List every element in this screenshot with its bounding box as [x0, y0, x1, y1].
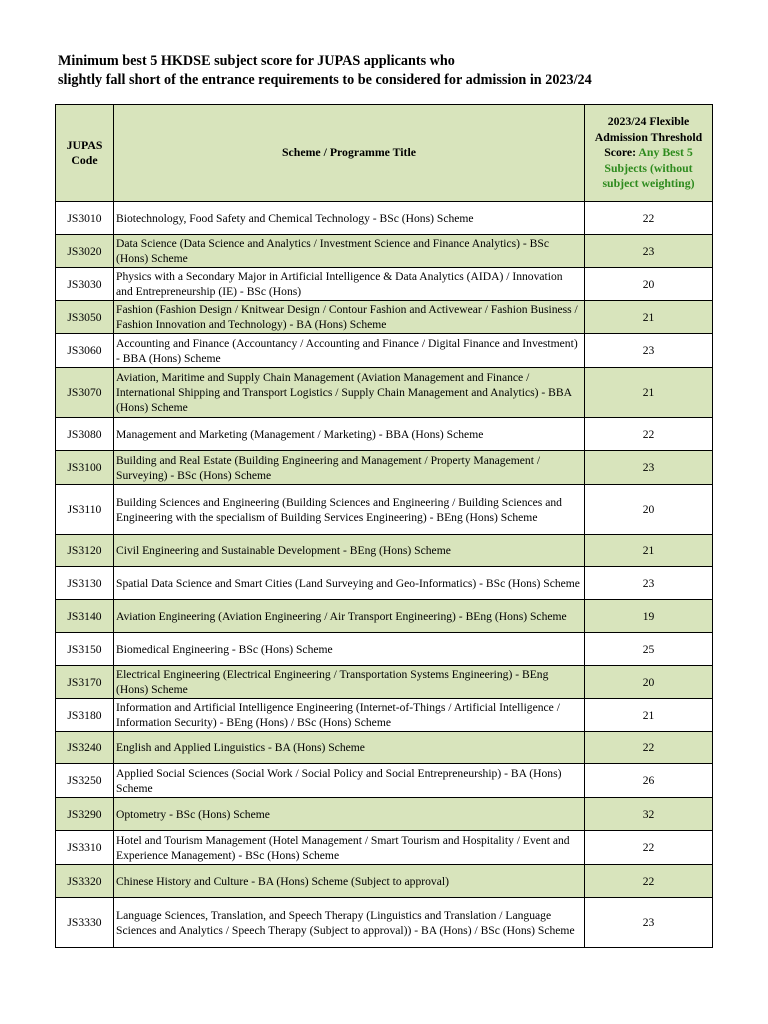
table-body [56, 202, 713, 948]
row-code: JS3110 [56, 485, 114, 535]
row-title: Building Sciences and Engineering (Building Sciences and Engineering / Building Sciences and Engineering with the specialism of Building Services Engineering) - BEng (Hons) Scheme [114, 485, 585, 535]
row-score: 23 [585, 898, 713, 948]
row-code: JS3120 [56, 535, 114, 567]
table-row [56, 301, 713, 334]
table-row [56, 202, 713, 235]
row-title: Fashion (Fashion Design / Knitwear Design / Contour Fashion and Activewear / Fashion Business / Fashion Innovation and Technology) - BA (Hons) Scheme [114, 301, 585, 334]
row-code: JS3310 [56, 831, 114, 865]
row-title: Management and Marketing (Management / Marketing) - BBA (Hons) Scheme [114, 418, 585, 451]
row-code: JS3050 [56, 301, 114, 334]
row-title: Language Sciences, Translation, and Speech Therapy (Linguistics and Translation / Language Sciences and Analytics / Speech Therapy (Subject to approval)) - BA (Hons) / BSc (Hons) Scheme [114, 898, 585, 948]
row-code: JS3070 [56, 368, 114, 418]
row-code: JS3320 [56, 865, 114, 898]
table-row [56, 485, 713, 535]
row-title: Chinese History and Culture - BA (Hons) Scheme (Subject to approval) [114, 865, 585, 898]
row-score: 21 [585, 535, 713, 567]
row-code: JS3240 [56, 732, 114, 764]
row-score: 22 [585, 202, 713, 235]
row-code: JS3250 [56, 764, 114, 798]
row-title: Physics with a Secondary Major in Artificial Intelligence & Data Analytics (AIDA) / Innovation and Entrepreneurship (IE) - BSc (Hons) [114, 268, 585, 301]
row-code: JS3140 [56, 600, 114, 633]
heading-line-1: Minimum best 5 HKDSE subject score for JUPAS applicants who [58, 53, 455, 69]
heading-line-2: slightly fall short of the entrance requirements to be considered for admission in 2023/24 [58, 72, 592, 88]
row-score: 32 [585, 798, 713, 831]
row-title: Aviation, Maritime and Supply Chain Management (Aviation Management and Finance / International Shipping and Transport Logistics / Supply Chain Management and Analytics) - BBA (Hons) Scheme [114, 368, 585, 418]
table-row [56, 865, 713, 898]
table-row [56, 368, 713, 418]
header-jupas-code: JUPAS Code [56, 105, 114, 202]
table-row [56, 798, 713, 831]
row-score: 26 [585, 764, 713, 798]
row-code: JS3170 [56, 666, 114, 699]
table-row [56, 699, 713, 732]
table-row [56, 764, 713, 798]
row-score: 20 [585, 268, 713, 301]
row-code: JS3130 [56, 567, 114, 600]
row-code: JS3060 [56, 334, 114, 368]
threshold-table [55, 104, 713, 948]
row-title: Accounting and Finance (Accountancy / Accounting and Finance / Digital Finance and Investment) - BBA (Hons) Scheme [114, 334, 585, 368]
row-title: Applied Social Sciences (Social Work / Social Policy and Social Entrepreneurship) - BA (Hons) Scheme [114, 764, 585, 798]
table-row [56, 633, 713, 666]
row-title: Optometry - BSc (Hons) Scheme [114, 798, 585, 831]
row-title: Spatial Data Science and Smart Cities (Land Surveying and Geo-Informatics) - BSc (Hons) Scheme [114, 567, 585, 600]
row-score: 23 [585, 567, 713, 600]
row-code: JS3100 [56, 451, 114, 485]
row-code: JS3180 [56, 699, 114, 732]
table-row [56, 831, 713, 865]
row-score: 20 [585, 666, 713, 699]
row-code: JS3020 [56, 235, 114, 268]
row-title: Information and Artificial Intelligence Engineering (Internet-of-Things / Artificial Intelligence / Information Security) - BEng (Hons) / BSc (Hons) Scheme [114, 699, 585, 732]
row-code: JS3290 [56, 798, 114, 831]
header-threshold-score: 2023/24 Flexible Admission Threshold Score: Any Best 5 Subjects (without subject weighting) [585, 105, 713, 202]
row-score: 19 [585, 600, 713, 633]
row-score: 23 [585, 451, 713, 485]
row-score: 21 [585, 699, 713, 732]
table-row [56, 600, 713, 633]
row-code: JS3080 [56, 418, 114, 451]
row-score: 21 [585, 301, 713, 334]
table-row [56, 235, 713, 268]
table-header-row [56, 105, 713, 202]
row-score: 23 [585, 235, 713, 268]
row-title: Data Science (Data Science and Analytics / Investment Science and Finance Analytics) - BSc (Hons) Scheme [114, 235, 585, 268]
row-title: Biotechnology, Food Safety and Chemical Technology - BSc (Hons) Scheme [114, 202, 585, 235]
table-row [56, 535, 713, 567]
table-row [56, 451, 713, 485]
row-score: 23 [585, 334, 713, 368]
table-row [56, 567, 713, 600]
table-row [56, 268, 713, 301]
row-score: 22 [585, 831, 713, 865]
row-code: JS3010 [56, 202, 114, 235]
table-row [56, 334, 713, 368]
row-score: 20 [585, 485, 713, 535]
row-title: Biomedical Engineering - BSc (Hons) Scheme [114, 633, 585, 666]
row-score: 22 [585, 732, 713, 764]
row-code: JS3030 [56, 268, 114, 301]
row-title: Building and Real Estate (Building Engineering and Management / Property Management / Surveying) - BSc (Hons) Scheme [114, 451, 585, 485]
row-score: 22 [585, 418, 713, 451]
row-title: Aviation Engineering (Aviation Engineering / Air Transport Engineering) - BEng (Hons) Scheme [114, 600, 585, 633]
row-score: 22 [585, 865, 713, 898]
table-row [56, 732, 713, 764]
row-code: JS3150 [56, 633, 114, 666]
row-code: JS3330 [56, 898, 114, 948]
row-title: Hotel and Tourism Management (Hotel Management / Smart Tourism and Hospitality / Event and Experience Management) - BSc (Hons) Scheme [114, 831, 585, 865]
table-row [56, 898, 713, 948]
row-title: Civil Engineering and Sustainable Development - BEng (Hons) Scheme [114, 535, 585, 567]
header-green-note: Any Best 5 [638, 145, 693, 160]
row-title: Electrical Engineering (Electrical Engineering / Transportation Systems Engineering) - BEng (Hons) Scheme [114, 666, 585, 699]
header-programme-title: Scheme / Programme Title [114, 105, 585, 202]
table-row [56, 666, 713, 699]
row-score: 25 [585, 633, 713, 666]
table-row [56, 418, 713, 451]
document-heading [58, 52, 738, 90]
row-title: English and Applied Linguistics - BA (Hons) Scheme [114, 732, 585, 764]
row-score: 21 [585, 368, 713, 418]
